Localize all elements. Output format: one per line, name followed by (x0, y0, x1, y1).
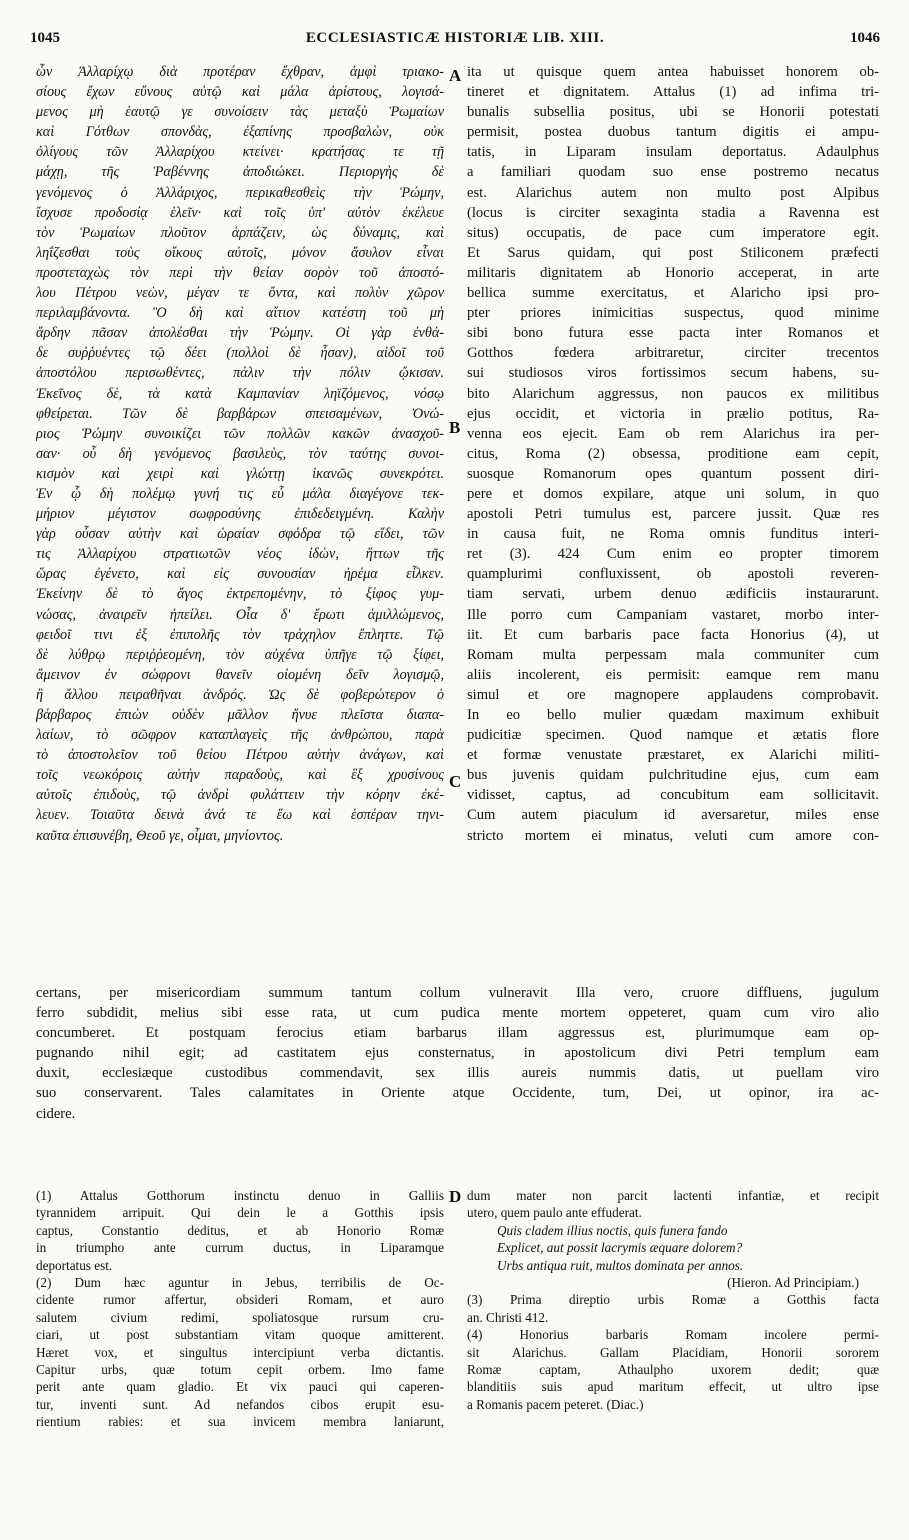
greek-text-line: ὀλίγους τῶν Ἀλλαρίχου κτείνει· κρατήσας τε τῇ (36, 144, 444, 161)
greek-text-line: μήριον μέγιστον σωφροσύνης ἐπιδεδειγμένη. Καλὴν (36, 506, 444, 523)
margin-marker-a: A (449, 66, 462, 85)
footnote-line: (2) Dum hæc aguntur in Jebus, terribilis de Oc- (36, 1274, 444, 1290)
footnote-line: Capitur urbs, quæ totum cepit orbem. Imo fame (36, 1361, 444, 1377)
running-title: ECCLESIASTICÆ HISTORIÆ LIB. XIII. (305, 30, 605, 46)
footnote-line: salutem civium redimi, spoliatosque rursum cru- (36, 1309, 444, 1325)
greek-text-line: τὸ ἀποστολεῖον τοῦ θείου Πέτρου αὐτὴν ἀνάγων, καὶ (36, 747, 444, 764)
latin-text-line: permisit, postea duobus tantum digitis ei ampu- (467, 124, 879, 141)
latin-text-line: Ille porro cum Campaniam vastaret, morbo inter- (467, 606, 879, 623)
footnote-line: in triumpho ante currum ductus, in Liparamque (36, 1240, 444, 1256)
greek-text-line: αὐτοῖς ἐπιδοὺς, τῷ ἀνδρὶ φυλάττειν τὴν κόρην ἐκέ- (36, 787, 444, 804)
latin-text-line: vidisset, captus, ad concubitum eam sollicitavit. (467, 787, 879, 804)
footnote-line: rientium rabies: et sua invicem membra laniarunt, (36, 1414, 444, 1430)
latin-text-line: Et Sarus quidam, qui post Stiliconem præfecti (467, 244, 879, 261)
greek-text-line: δε συῤῥυέντες τῷ δέει (πολλοὶ δὲ ἦσαν), αἰδοῖ τοῦ (36, 345, 444, 362)
greek-text-line: καὶ Γότθων σπονδὰς, ἐξαπίνης προσβαλὼν, οὐκ (36, 124, 444, 141)
latin-text-line: sibi bono futura esse pacta inter Romanos et (467, 325, 879, 342)
footnote-line: dum mater non parcit lactenti infantiæ, et recipit (467, 1188, 879, 1203)
greek-text-line: σίους ἔχων εὔνους αὐτῷ καὶ μάλα ἀρίστους, λογισά- (36, 84, 444, 101)
greek-text-line: γενόμενος ὁ Ἀλλάριχος, περικαθεσθεὶς τὴν Ῥώμην, (36, 184, 444, 201)
latin-text-line: (locus is circiter sexaginta stadia a Ravenna est (467, 204, 879, 221)
latin-text-line: tatis, in Liparam insulam deportatus. Adaulphus (467, 144, 879, 161)
footnote-line: a Romanis pacem peteret. (Diac.) (467, 1396, 644, 1412)
latin-text-line: Cum autem piaculum id aversaretur, miles ense (467, 807, 879, 824)
latin-text-line: tineret et dignitatem. Attalus (1) ad infima tri- (467, 84, 879, 101)
footnote-line: Romæ captam, Athaulpho uxorem dedit; quæ (467, 1361, 879, 1377)
greek-text-line: γὰρ οὖσαν αὐτὴν καὶ ὡραίαν σφόδρα τῷ εἴδει, τῶν (36, 526, 444, 543)
latin-full-width-continuation (36, 983, 879, 1124)
footnote-line: (4) Honorius barbaris Romam incolere permi- (467, 1327, 879, 1343)
greek-text-line: βάρβαρος ἐπιὼν οὐδὲν μᾶλλον ἤνυε πλεῖστα διαπα- (36, 707, 444, 723)
latin-text-line: concumberet. Et postquam ferocius etiam barbarus illam aggressus est, plurimumque eam op- (36, 1025, 879, 1042)
latin-text-line: Gotthos fœdera arbitraretur, circiter trecentos (467, 345, 879, 362)
greek-text-line: δὲ λύθρῳ περιῤῥεομένη, τὸν αὐχένα ὑπῆγε τῷ ξίφει, (36, 646, 444, 663)
latin-text-line: situs) occupatis, de pace cum imperatore egit. (467, 224, 879, 241)
greek-text-line: ὥρας ἐγένετο, καὶ εἰς συνουσίαν ἠρέμα εἷλκεν. (36, 566, 444, 583)
footnotes-left (36, 1187, 444, 1430)
greek-text-line: λευεν. Τοιαῦτα δεινὰ ἀνά τε ἕω καὶ ἑσπέραν τηνι- (36, 807, 444, 824)
latin-text-line: pere et domos expilare, atque uni solum, in quo (467, 485, 879, 502)
footnote-line: perit ante quam gladio. Et vix pauci qui caperen- (36, 1379, 444, 1395)
latin-column (467, 62, 879, 846)
footnote-line: (3) Prima direptio urbis Romæ a Gotthis facta (467, 1292, 879, 1308)
greek-text-line: μάχῃ, τῆς Ῥαβέννης ἀποδιώκει. Περιοργὴς δὲ (36, 164, 444, 181)
verse-citation: (Hieron. Ad Principiam.) (727, 1274, 859, 1290)
greek-text-line: λου Πέτρου νεὼν, μέγαν τε ὄντα, καὶ πολὺν χῶρον (36, 285, 444, 302)
margin-marker-d: D (449, 1187, 462, 1206)
latin-text-line: Romam multa perpessam mala communiter cum (467, 646, 879, 663)
latin-text-line: suo conservarent. Tales calamitates in Oriente atque Occidente, tum, Dei, ut opinor, ira ac- (36, 1085, 879, 1102)
footnote-line: tur, inventi sunt. Ad nefandos cibos erupit esu- (36, 1396, 444, 1412)
footnote-line: blanditiis suis apud maritum effecit, ut ultro ipse (467, 1379, 879, 1395)
latin-text-line: ita ut quisque quem antea habuisset honorem ob- (467, 64, 879, 80)
footnote-line: Hæret vox, et singultus intercipiunt verba dictantis. (36, 1344, 444, 1360)
greek-text-line: μενος μὴ ἑαυτῷ γε συνοίσειν τὰς μεταξὺ Ῥωμαίων (36, 104, 444, 121)
latin-text-line: simul et ore magnopere applaudens comprobavit. (467, 686, 879, 703)
latin-text-line: bellica summe exercitatus, et Alaricho ipsi pro- (467, 285, 879, 302)
greek-text-line: τοῖς νεωκόροις αὐτὴν παραδοὺς, καὶ ἓξ χρυσίνους (36, 767, 444, 784)
latin-text-line: sui studiosos viros fortissimos secum habens, su- (467, 365, 879, 382)
latin-text-line: ferro subdidit, melius sibi esse rata, ut cum pudica mente mortem oppeteret, quam cum viro alio (36, 1005, 879, 1022)
greek-text-line: ἴσχυσε προδοσίᾳ ἑλεῖν· καὶ τοῖς ὑπ' αὐτὸν ἐκέλευε (36, 204, 444, 221)
latin-text-line: cidere. (36, 1105, 76, 1122)
greek-text-line: Ἐκείνην δὲ τὸ ἄγος ἐκτρεπομένην, τὸ ξίφος γυμ- (36, 586, 444, 603)
latin-text-line: suosque Romanorum opes quantum possent diri- (467, 465, 879, 482)
greek-text-line: προστεταχὼς τὸν περὶ τὴν θείαν σορὸν τοῦ ἀποστό- (36, 264, 444, 281)
latin-text-line: a familiari quodam suo ense postremo necatus (467, 164, 879, 181)
greek-text-line: τὸν Ῥωμαίων πλοῦτον ἁρπάζειν, ὡς δύναμις, καὶ (36, 224, 444, 241)
latin-text-line: stricto mortem ei minatus, veluti cum amore con- (467, 827, 879, 844)
latin-text-line: et formæ venustate præstaret, ex Alarichi militi- (467, 747, 879, 764)
latin-text-line: ejus occidit, et victoria in prælio potitus, Ra- (467, 405, 879, 422)
margin-marker-c: C (449, 772, 462, 791)
footnote-line: (1) Attalus Gotthorum instinctu denuo in Galliis (36, 1188, 444, 1203)
greek-text-line: Ἐν ᾧ δὴ πολέμῳ γυνή τις εὖ μάλα διαγέγονε τεκ- (36, 485, 444, 502)
footnote-line: cidente rumor affertur, obsideri Romam, et auro (36, 1292, 444, 1308)
greek-text-line: ἀποστόλου περισωθέντες, πάλιν τὴν πόλιν ᾤκισαν. (36, 365, 444, 382)
greek-text-line: ἄρδην πᾶσαν ἀπολέσθαι τὴν Ῥώμην. Οἱ γὰρ ἐνθά- (36, 325, 444, 342)
latin-text-line: iit. Et cum barbaris pace facta Honorius (4), ut (467, 626, 879, 643)
latin-text-line: ret (3). 424 Cum enim eo propter timorem (467, 546, 879, 563)
footnotes-right (467, 1187, 879, 1413)
greek-text-line: κισμὸν καὶ χειρὶ καὶ γλώττῃ ἱκανῶς συνεκρότει. (36, 465, 444, 482)
greek-text-line: τις Ἀλλαρίχου στρατιωτῶν νέος ἰδὼν, ἥττων τῆς (36, 546, 444, 563)
latin-text-line: bus juvenis quidam pulchritudine ejus, cum eam (467, 767, 879, 784)
footnote-line: tyrannidem arripuit. Qui dein le a Gotthis ipsis (36, 1205, 444, 1221)
page-number-right: 1046 (850, 30, 880, 46)
greek-text-line: ριος Ῥώμην συνοικίζει τῶν πολλῶν κακῶν ἀνασχοῦ- (36, 425, 444, 442)
greek-text-line: ἄμεινον ἐν σώφρονι θανεῖν οἰομένη δεῖν λογισμῷ, (36, 666, 444, 683)
greek-text-line: ἢ ἄλλου πειραθῆναι ἀνδρός. Ὡς δὲ φοβερώτερον ὁ (36, 686, 444, 703)
latin-text-line: pudicitiæ specimen. Quod namque et ætatis flore (467, 727, 879, 744)
greek-text-line: Ἐκεῖνος δὲ, τὰ κατὰ Καμπανίαν ληϊζόμενος, νόσῳ (36, 385, 444, 402)
latin-text-line: in causa fuit, ne Roma omnis funditus interi- (467, 526, 879, 543)
latin-text-line: quamplurimi confluxissent, ob apostoli reveren- (467, 566, 879, 583)
greek-text-line: ληΐζεσθαι τοὺς οἴκους αὐτοῖς, μόνον ἄσυλον εἶναι (36, 244, 444, 261)
footnote-line: an. Christi 412. (467, 1309, 549, 1325)
latin-text-line: duxit, ecclesiæque custodibus commendavit, sex illis aureis nummis datis, ut puellam viro (36, 1065, 879, 1082)
greek-text-line: φθείρεται. Τῶν δὲ βαρβάρων σπεισαμένων, Ὀνώ- (36, 405, 444, 422)
quoted-verse-line: Urbs antiqua ruit, multos dominata per annos. (497, 1257, 744, 1273)
greek-text-line: νώσας, ἀναιρεῖν ἠπείλει. Οἷα δ' ἔρωτι ἁμιλλώμενος, (36, 606, 444, 623)
greek-text-line: περιλαμβάνοντα. Ὃ δὴ καὶ αἴτιον κατέστη τοῦ μὴ (36, 305, 444, 322)
latin-text-line: pter priores inimicitias suspectus, quod minime (467, 305, 879, 322)
quoted-verse-line: Quis cladem illius noctis, quis funera fando (497, 1222, 728, 1238)
greek-text-line: φειδοῖ τινι ἐξ ἐπιπολῆς τὸν τράχηλον ἔπληττε. Τῷ (36, 626, 444, 643)
greek-text-line: λαίων, τὸ σῶφρον καταπλαγεὶς τῆς ἀνθρώπου, παρὰ (36, 727, 444, 744)
footnote-line: ciari, ut post substantiam vitam quoque amitterent. (36, 1327, 444, 1343)
greek-text-line: σαν· οὗ δὴ γενόμενος βασιλεὺς, τὸν ταύτης συνοι- (36, 445, 444, 462)
latin-text-line: tiam servati, urbem denuo ædificiis instaurarunt. (467, 586, 879, 603)
latin-text-line: bunalis subsellia positus, ubi se Honorii potestati (467, 104, 879, 121)
footnote-line: utero, quem paulo ante effuderat. (467, 1205, 642, 1221)
greek-column (36, 62, 444, 846)
greek-text-line: καῦτα ἐπισυνέβη, Θεοῦ γε, οἶμαι, μηνίοντος. (36, 827, 284, 844)
latin-text-line: bito Alarichum aggressus, non paucos ex militibus (467, 385, 879, 402)
footnote-line: captus, Constantio deditus, et ab Honorio Romæ (36, 1222, 444, 1238)
running-header (30, 30, 880, 54)
latin-text-line: aliis incolerent, eis permisit: eamque rem manu (467, 666, 879, 683)
latin-text-line: venna eos ejecit. Eam ob rem Alarichus ira per- (467, 425, 879, 442)
quoted-verse-line: Explicet, aut possit lacrymis æquare dolorem? (497, 1240, 743, 1256)
footnote-line: sit Alarichus. Gallam Placidiam, Honorii sororem (467, 1344, 879, 1360)
latin-text-line: militaris dignitatem ab Honorio acceperat, in arte (467, 264, 879, 281)
margin-marker-b: B (449, 418, 461, 437)
latin-text-line: apostoli Petri tumulus est, parcere jussit. Quæ res (467, 506, 879, 523)
latin-text-line: citus, Roma (2) obsessa, proditione eam cepit, (467, 445, 879, 462)
footnote-line: deportatus est. (36, 1257, 113, 1273)
latin-text-line: In eo bello mulier quædam maximum exhibuit (467, 707, 879, 723)
latin-text-line: certans, per misericordiam summum tantum collum vulneravit Illa vero, cruore diffluens, jugulum (36, 985, 879, 1001)
latin-text-line: est. Alarichus autem non multo post Alpibus (467, 184, 879, 201)
latin-text-line: pugnando nihil egit; ad castitatem ejus consternatus, in apostolicum divi Petri templum eam (36, 1045, 879, 1062)
page-number-left: 1045 (30, 30, 60, 46)
greek-text-line: ὧν Ἀλλαρίχῳ διὰ προτέραν ἔχθραν, ἀμφὶ τριακο- (36, 64, 444, 80)
